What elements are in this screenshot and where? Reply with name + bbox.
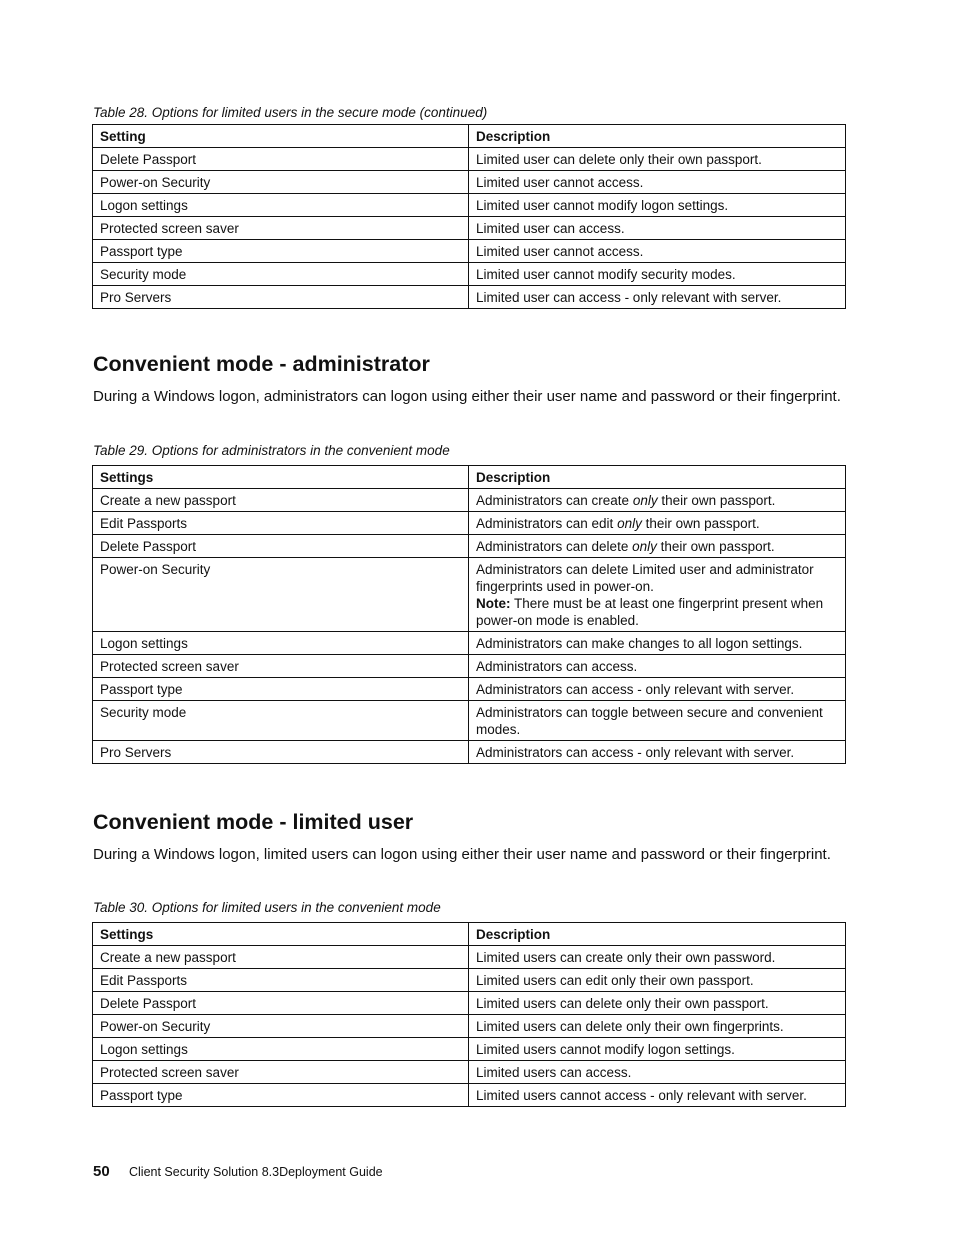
table28-caption: Table 28. Options for limited users in the secure mode (continued) [93, 105, 488, 120]
table-row [93, 1038, 846, 1061]
setting-cell: Protected screen saver [93, 217, 469, 240]
footer-document-title: Client Security Solution 8.3Deployment Guide [129, 1165, 383, 1179]
description-text: their own passport. [641, 516, 760, 531]
setting-cell: Edit Passports [93, 969, 469, 992]
table-row [93, 1084, 846, 1107]
table-row [93, 263, 846, 286]
table-row [93, 535, 846, 558]
description-text: their own passport. [657, 493, 776, 508]
note-text [476, 595, 838, 629]
emphasis-text: only [632, 539, 657, 554]
table-row [93, 969, 846, 992]
table30-caption: Table 30. Options for limited users in the convenient mode [93, 900, 441, 915]
description-text: Administrators can create [476, 493, 633, 508]
table28 [92, 124, 846, 309]
setting-cell: Power-on Security [93, 171, 469, 194]
description-text: Administrators can delete [476, 539, 633, 554]
table-row [93, 558, 846, 632]
setting-cell: Delete Passport [93, 535, 469, 558]
note-label: Note: [476, 596, 511, 611]
section-paragraph-administrator: During a Windows logon, administrators can logon using either their user name and password or their fingerprint. [93, 388, 841, 405]
table30 [92, 922, 846, 1107]
setting-cell: Security mode [93, 263, 469, 286]
table-row [93, 148, 846, 171]
table-row [93, 632, 846, 655]
description-cell: Limited users can edit only their own passport. [469, 969, 846, 992]
setting-cell: Edit Passports [93, 512, 469, 535]
description-cell: Limited user can access. [469, 217, 846, 240]
table-row [93, 1061, 846, 1084]
column-header-settings: Settings [93, 923, 469, 946]
description-cell: Limited users can create only their own password. [469, 946, 846, 969]
column-header-description: Description [469, 923, 846, 946]
description-cell: Limited user cannot access. [469, 240, 846, 263]
table-row [93, 489, 846, 512]
description-cell: Limited user can delete only their own passport. [469, 148, 846, 171]
description-cell [469, 558, 846, 632]
column-header-setting: Setting [93, 125, 469, 148]
setting-cell: Passport type [93, 1084, 469, 1107]
table-row [93, 741, 846, 764]
section-heading-limited-user: Convenient mode - limited user [93, 810, 414, 834]
description-cell: Limited users can access. [469, 1061, 846, 1084]
column-header-description: Description [469, 466, 846, 489]
description-cell: Limited user cannot modify security modes. [469, 263, 846, 286]
setting-cell: Create a new passport [93, 946, 469, 969]
description-cell: Limited user cannot access. [469, 171, 846, 194]
description-cell: Limited users can delete only their own fingerprints. [469, 1015, 846, 1038]
setting-cell: Passport type [93, 240, 469, 263]
table29 [92, 465, 846, 764]
description-cell: Administrators can access - only relevant with server. [469, 741, 846, 764]
table29-caption: Table 29. Options for administrators in the convenient mode [93, 443, 450, 458]
setting-cell: Security mode [93, 701, 469, 741]
description-cell: Limited users can delete only their own passport. [469, 992, 846, 1015]
table-header-row [93, 466, 846, 489]
table-row [93, 171, 846, 194]
description-text: Administrators can edit [476, 516, 618, 531]
setting-cell: Create a new passport [93, 489, 469, 512]
description-cell [469, 512, 846, 535]
description-cell [469, 489, 846, 512]
table-row [93, 512, 846, 535]
setting-cell: Power-on Security [93, 1015, 469, 1038]
table-row [93, 655, 846, 678]
table-header-row [93, 923, 846, 946]
table-row [93, 946, 846, 969]
section-paragraph-limited-user: During a Windows logon, limited users can logon using either their user name and password or their fingerprint. [93, 846, 831, 863]
description-cell: Limited user can access - only relevant with server. [469, 286, 846, 309]
column-header-description: Description [469, 125, 846, 148]
description-cell: Administrators can toggle between secure and convenient modes. [469, 701, 846, 741]
emphasis-text: only [632, 493, 658, 508]
table-row [93, 701, 846, 741]
table-header-row [93, 125, 846, 148]
emphasis-text: only [617, 516, 642, 531]
setting-cell: Logon settings [93, 194, 469, 217]
column-header-settings: Settings [93, 466, 469, 489]
section-heading-administrator: Convenient mode - administrator [93, 352, 430, 376]
page-number: 50 [93, 1163, 110, 1180]
setting-cell: Power-on Security [93, 558, 469, 632]
setting-cell: Logon settings [93, 1038, 469, 1061]
setting-cell: Pro Servers [93, 286, 469, 309]
description-cell: Administrators can access - only relevant with server. [469, 678, 846, 701]
table-row [93, 240, 846, 263]
setting-cell: Logon settings [93, 632, 469, 655]
description-cell: Limited users cannot modify logon settings. [469, 1038, 846, 1061]
description-text: their own passport. [656, 539, 775, 554]
description-cell: Administrators can make changes to all logon settings. [469, 632, 846, 655]
description-cell: Administrators can access. [469, 655, 846, 678]
table-row [93, 286, 846, 309]
setting-cell: Delete Passport [93, 148, 469, 171]
description-cell [469, 535, 846, 558]
table-row [93, 992, 846, 1015]
table-row [93, 1015, 846, 1038]
table-row [93, 217, 846, 240]
table-row [93, 678, 846, 701]
description-text: Administrators can delete Limited user and administrator fingerprints used in power-on. [476, 562, 814, 594]
setting-cell: Pro Servers [93, 741, 469, 764]
setting-cell: Protected screen saver [93, 655, 469, 678]
setting-cell: Passport type [93, 678, 469, 701]
setting-cell: Delete Passport [93, 992, 469, 1015]
description-cell: Limited users cannot access - only relevant with server. [469, 1084, 846, 1107]
setting-cell: Protected screen saver [93, 1061, 469, 1084]
table-row [93, 194, 846, 217]
description-cell: Limited user cannot modify logon settings. [469, 194, 846, 217]
note-body: There must be at least one fingerprint present when power-on mode is enabled. [476, 596, 824, 628]
